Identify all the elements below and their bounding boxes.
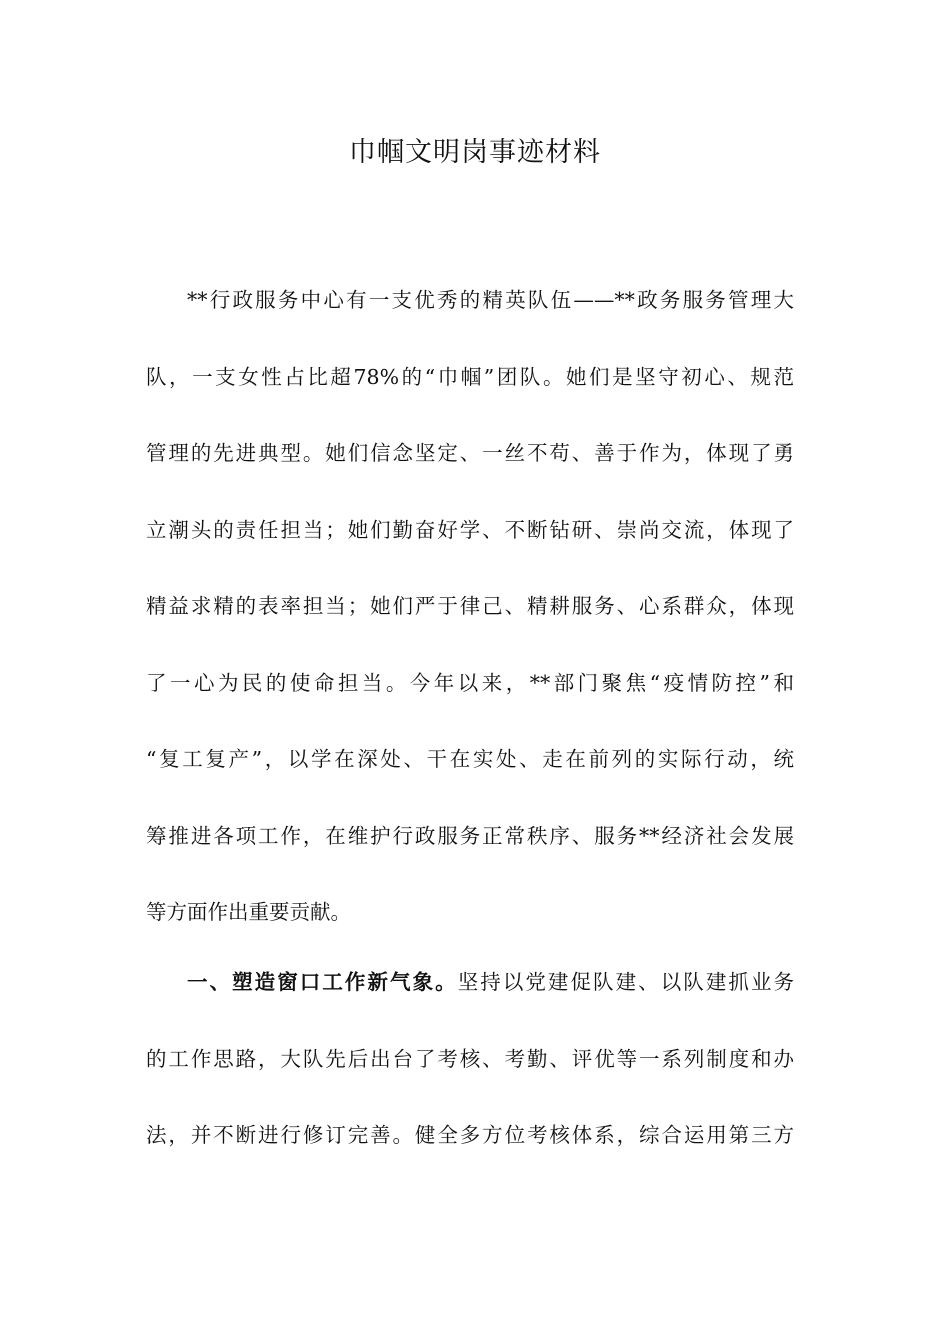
paragraph-line: 了一心为民的使命担当。今年以来，**部门聚焦“疫情防控”和 xyxy=(146,670,794,695)
document-title: 巾帼文明岗事迹材料 xyxy=(349,137,601,168)
paragraph-line: 的工作思路，大队先后出台了考核、考勤、评优等一系列制度和办 xyxy=(146,1046,794,1071)
paragraph-first-line xyxy=(146,962,794,1002)
section-first-line-text: 坚持以党建促队建、以队建抓业务 xyxy=(457,970,795,994)
paragraph-line: 管理的先进典型。她们信念坚定、一丝不苟、善于作为，体现了勇 xyxy=(146,441,794,465)
paragraph-line: 法，并不断进行修订完善。健全多方位考核体系，综合运用第三方 xyxy=(146,1123,794,1147)
paragraph-line: **行政服务中心有一支优秀的精英队伍——**政务服务管理大 xyxy=(187,288,794,312)
section-heading: 一、塑造窗口工作新气象。 xyxy=(187,970,458,994)
paragraph-intro xyxy=(146,280,794,969)
paragraph-line: 立潮头的责任担当；她们勤奋好学、不断钻研、崇尚交流，体现了 xyxy=(146,517,794,542)
paragraph-section-one xyxy=(146,962,794,1192)
paragraph-line: 队，一支女性占比超78%的“巾帼”团队。她们是坚守初心、规范 xyxy=(146,364,794,389)
paragraph-line: “复工复产”，以学在深处、干在实处、走在前列的实际行动，统 xyxy=(146,747,794,771)
paragraph-line: 筹推进各项工作，在维护行政服务正常秩序、服务**经济社会发展 xyxy=(146,823,794,848)
paragraph-line: 等方面作出重要贡献。 xyxy=(146,900,351,924)
paragraph-line: 精益求精的表率担当；她们严于律己、精耕服务、心系群众，体现 xyxy=(146,594,794,618)
